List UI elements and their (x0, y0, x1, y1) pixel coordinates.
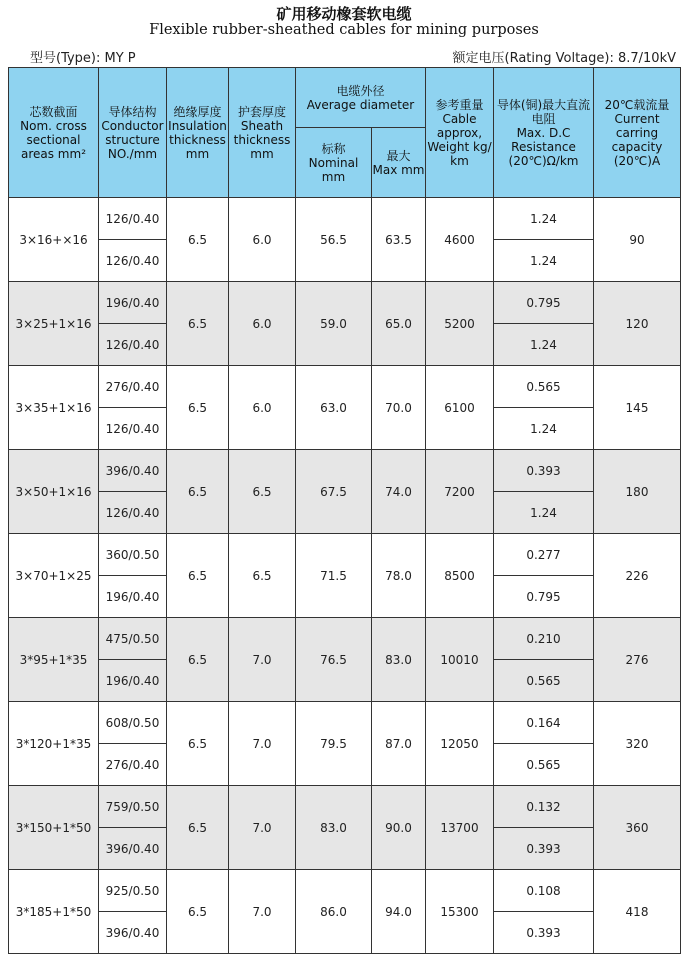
cell-resistance-earth: 0.565 (494, 660, 594, 702)
cell-weight: 5200 (426, 282, 494, 366)
cell-current: 320 (594, 702, 681, 786)
cell-sheath: 7.0 (229, 702, 296, 786)
cell-resistance-earth: 1.24 (494, 492, 594, 534)
cell-max-diameter: 74.0 (372, 450, 426, 534)
cell-insulation: 6.5 (167, 618, 229, 702)
cell-nominal-diameter: 83.0 (296, 786, 372, 870)
cell-resistance-main: 1.24 (494, 198, 594, 240)
cell-resistance-main: 0.565 (494, 366, 594, 408)
cell-resistance-earth: 1.24 (494, 408, 594, 450)
cell-resistance-main: 0.277 (494, 534, 594, 576)
cell-insulation: 6.5 (167, 366, 229, 450)
cell-sheath: 7.0 (229, 870, 296, 954)
cell-resistance-earth: 0.565 (494, 744, 594, 786)
cell-area: 3×25+1×16 (9, 282, 99, 366)
cell-resistance-earth: 1.24 (494, 324, 594, 366)
cell-nominal-diameter: 76.5 (296, 618, 372, 702)
header-area: 芯数截面 Nom. cross sectional areas mm² (9, 68, 99, 198)
cell-insulation: 6.5 (167, 282, 229, 366)
table-row (9, 870, 681, 912)
cell-resistance-main: 0.393 (494, 450, 594, 492)
cell-conductor-main: 126/0.40 (99, 198, 167, 240)
cell-resistance-earth: 1.24 (494, 240, 594, 282)
header-diameter: 电缆外径 Average diameter (296, 68, 426, 128)
page-title-en: Flexible rubber-sheathed cables for mining purposes (149, 22, 539, 38)
cell-conductor-main: 759/0.50 (99, 786, 167, 828)
cell-max-diameter: 87.0 (372, 702, 426, 786)
cell-weight: 10010 (426, 618, 494, 702)
cell-sheath: 7.0 (229, 786, 296, 870)
cell-resistance-main: 0.132 (494, 786, 594, 828)
cell-current: 180 (594, 450, 681, 534)
cell-sheath: 6.0 (229, 198, 296, 282)
cell-resistance-main: 0.108 (494, 870, 594, 912)
header-insulation: 绝缘厚度 Insulation thickness mm (167, 68, 229, 198)
cell-max-diameter: 94.0 (372, 870, 426, 954)
cell-nominal-diameter: 56.5 (296, 198, 372, 282)
table-row (9, 282, 681, 324)
table-row (9, 450, 681, 492)
cell-max-diameter: 90.0 (372, 786, 426, 870)
cell-conductor-earth: 126/0.40 (99, 408, 167, 450)
header-current: 20℃载流量 Current carring capacity (20℃)A (594, 68, 681, 198)
cell-conductor-main: 608/0.50 (99, 702, 167, 744)
cell-conductor-earth: 126/0.40 (99, 240, 167, 282)
cell-area: 3×50+1×16 (9, 450, 99, 534)
cell-nominal-diameter: 71.5 (296, 534, 372, 618)
cell-insulation: 6.5 (167, 450, 229, 534)
cell-nominal-diameter: 86.0 (296, 870, 372, 954)
cell-sheath: 7.0 (229, 618, 296, 702)
cell-current: 120 (594, 282, 681, 366)
cell-current: 90 (594, 198, 681, 282)
cell-current: 226 (594, 534, 681, 618)
cell-resistance-main: 0.795 (494, 282, 594, 324)
table-row (9, 786, 681, 828)
cell-conductor-main: 396/0.40 (99, 450, 167, 492)
cell-weight: 7200 (426, 450, 494, 534)
header-sheath: 护套厚度 Sheath thickness mm (229, 68, 296, 198)
cell-conductor-earth: 276/0.40 (99, 744, 167, 786)
cell-insulation: 6.5 (167, 198, 229, 282)
table-row (9, 534, 681, 576)
cell-resistance-earth: 0.795 (494, 576, 594, 618)
table-row (9, 366, 681, 408)
cell-conductor-earth: 126/0.40 (99, 492, 167, 534)
cell-resistance-earth: 0.393 (494, 828, 594, 870)
cell-insulation: 6.5 (167, 870, 229, 954)
cell-weight: 8500 (426, 534, 494, 618)
rating-voltage: 额定电压(Rating Voltage): 8.7/10kV (452, 51, 676, 66)
cell-resistance-main: 0.210 (494, 618, 594, 660)
cell-sheath: 6.0 (229, 366, 296, 450)
cell-weight: 13700 (426, 786, 494, 870)
table-row (9, 198, 681, 240)
header-nominal: 标称 Nominal mm (296, 128, 372, 198)
cable-type: 型号(Type): MY P (30, 51, 136, 66)
cell-resistance-main: 0.164 (494, 702, 594, 744)
page-title-cn: 矿用移动橡套软电缆 (276, 5, 412, 23)
cell-resistance-earth: 0.393 (494, 912, 594, 954)
cell-area: 3*150+1*50 (9, 786, 99, 870)
cell-area: 3×35+1×16 (9, 366, 99, 450)
cell-conductor-earth: 126/0.40 (99, 324, 167, 366)
cell-conductor-main: 276/0.40 (99, 366, 167, 408)
cell-insulation: 6.5 (167, 702, 229, 786)
cell-area: 3*120+1*35 (9, 702, 99, 786)
cell-sheath: 6.5 (229, 450, 296, 534)
cell-area: 3*95+1*35 (9, 618, 99, 702)
table-row (9, 702, 681, 744)
spec-table-body (9, 198, 681, 954)
cell-max-diameter: 63.5 (372, 198, 426, 282)
cell-current: 145 (594, 366, 681, 450)
cell-conductor-main: 475/0.50 (99, 618, 167, 660)
cell-weight: 15300 (426, 870, 494, 954)
cell-weight: 12050 (426, 702, 494, 786)
header-max: 最大 Max mm (372, 128, 426, 198)
cell-conductor-earth: 196/0.40 (99, 576, 167, 618)
cell-area: 3*185+1*50 (9, 870, 99, 954)
cell-area: 3×70+1×25 (9, 534, 99, 618)
cell-nominal-diameter: 59.0 (296, 282, 372, 366)
cell-max-diameter: 83.0 (372, 618, 426, 702)
cell-nominal-diameter: 63.0 (296, 366, 372, 450)
header-conductor: 导体结构 Conductor structure NO./mm (99, 68, 167, 198)
header-weight: 参考重量 Cable approx, Weight kg/ km (426, 68, 494, 198)
cell-current: 276 (594, 618, 681, 702)
cell-conductor-earth: 396/0.40 (99, 912, 167, 954)
cell-weight: 6100 (426, 366, 494, 450)
cell-conductor-main: 196/0.40 (99, 282, 167, 324)
table-row (9, 618, 681, 660)
cell-insulation: 6.5 (167, 534, 229, 618)
cell-current: 418 (594, 870, 681, 954)
cell-current: 360 (594, 786, 681, 870)
cell-insulation: 6.5 (167, 786, 229, 870)
cell-max-diameter: 65.0 (372, 282, 426, 366)
cell-max-diameter: 70.0 (372, 366, 426, 450)
cell-nominal-diameter: 67.5 (296, 450, 372, 534)
cell-weight: 4600 (426, 198, 494, 282)
cell-conductor-earth: 196/0.40 (99, 660, 167, 702)
spec-table (8, 67, 681, 954)
cell-conductor-main: 925/0.50 (99, 870, 167, 912)
cell-sheath: 6.5 (229, 534, 296, 618)
cell-max-diameter: 78.0 (372, 534, 426, 618)
cell-nominal-diameter: 79.5 (296, 702, 372, 786)
cell-conductor-earth: 396/0.40 (99, 828, 167, 870)
cell-sheath: 6.0 (229, 282, 296, 366)
cell-area: 3×16+×16 (9, 198, 99, 282)
cell-conductor-main: 360/0.50 (99, 534, 167, 576)
header-resistance: 导体(铜)最大直流电阻 Max. D.C Resistance (20℃)Ω/km (494, 68, 594, 198)
